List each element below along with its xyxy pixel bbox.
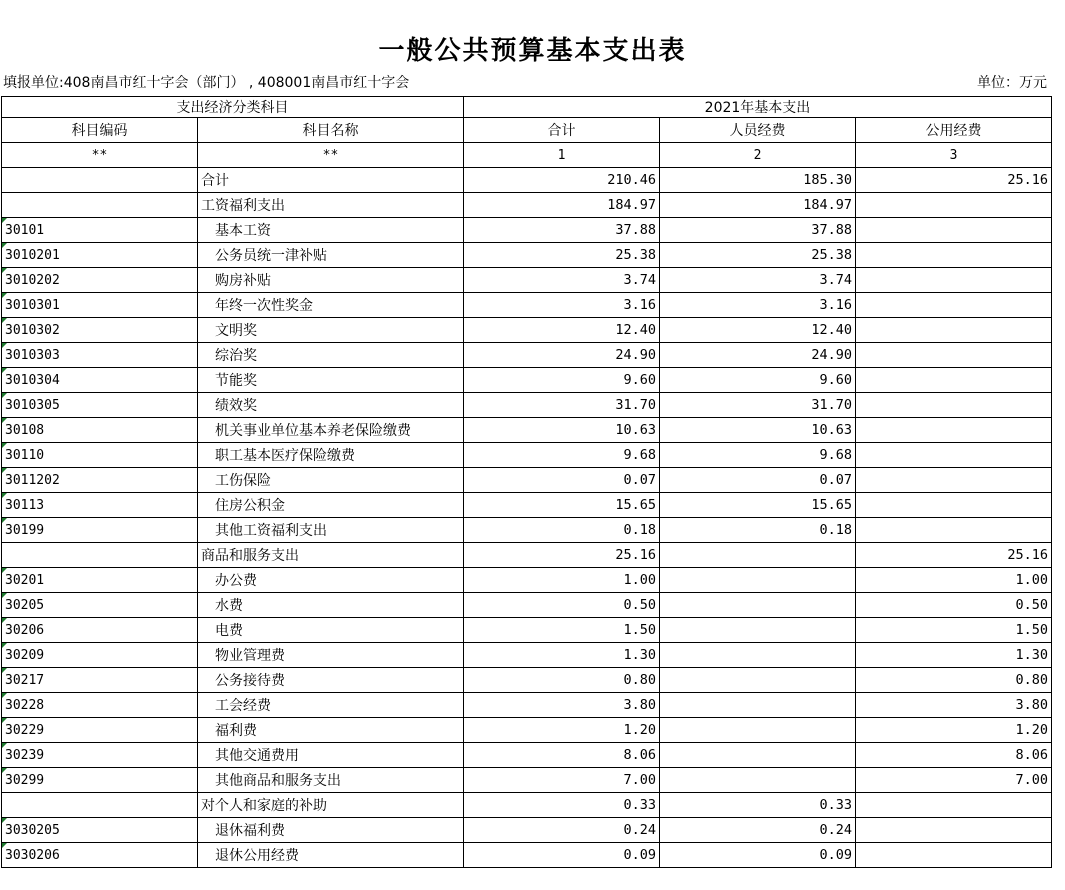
cell-name: 其他交通费用: [198, 743, 464, 768]
cell-public: 25.16: [856, 168, 1052, 193]
cell-code: 30206: [2, 618, 198, 643]
cell-public: 1.50: [856, 618, 1052, 643]
idx-public: 3: [856, 143, 1052, 168]
cell-name: 退休公用经费: [198, 843, 464, 868]
table-row: [2, 768, 1052, 793]
cell-personnel: 15.65: [660, 493, 856, 518]
cell-name: 办公费: [198, 568, 464, 593]
cell-public: [856, 293, 1052, 318]
cell-code: 3010202: [2, 268, 198, 293]
cell-public: [856, 218, 1052, 243]
unit-label: 单位：万元: [977, 75, 1047, 91]
cell-code: 30299: [2, 768, 198, 793]
cell-public: [856, 368, 1052, 393]
cell-total: 210.46: [464, 168, 660, 193]
header-index-row: [2, 143, 1052, 168]
cell-code: 30199: [2, 518, 198, 543]
cell-code: 3011202: [2, 468, 198, 493]
cell-public: [856, 393, 1052, 418]
cell-name: 文明奖: [198, 318, 464, 343]
cell-total: 3.74: [464, 268, 660, 293]
table-row: [2, 293, 1052, 318]
cell-name: 工会经费: [198, 693, 464, 718]
cell-name: 节能奖: [198, 368, 464, 393]
cell-code: 30239: [2, 743, 198, 768]
cell-name: 年终一次性奖金: [198, 293, 464, 318]
cell-code: 30209: [2, 643, 198, 668]
cell-personnel: 9.68: [660, 443, 856, 468]
table-row: [2, 243, 1052, 268]
table-row: [2, 418, 1052, 443]
cell-public: [856, 818, 1052, 843]
table-row: [2, 718, 1052, 743]
cell-personnel: 0.18: [660, 518, 856, 543]
cell-personnel: [660, 543, 856, 568]
cell-total: 25.38: [464, 243, 660, 268]
cell-code: 30110: [2, 443, 198, 468]
cell-public: [856, 318, 1052, 343]
cell-personnel: 31.70: [660, 393, 856, 418]
cell-public: [856, 193, 1052, 218]
cell-public: 7.00: [856, 768, 1052, 793]
cell-total: 1.30: [464, 643, 660, 668]
cell-public: [856, 418, 1052, 443]
cell-code: [2, 543, 198, 568]
table-row: [2, 218, 1052, 243]
cell-code: 30108: [2, 418, 198, 443]
cell-public: 0.80: [856, 668, 1052, 693]
cell-total: 7.00: [464, 768, 660, 793]
header-group-left: 支出经济分类科目: [2, 97, 464, 118]
cell-name: 其他工资福利支出: [198, 518, 464, 543]
table-row: [2, 843, 1052, 868]
table-row: [2, 393, 1052, 418]
cell-public: [856, 343, 1052, 368]
cell-code: 30217: [2, 668, 198, 693]
table-row: [2, 268, 1052, 293]
cell-total: 25.16: [464, 543, 660, 568]
cell-total: 184.97: [464, 193, 660, 218]
col-name-header: 科目名称: [198, 118, 464, 143]
cell-total: 0.07: [464, 468, 660, 493]
cell-total: 0.18: [464, 518, 660, 543]
cell-code: 3010304: [2, 368, 198, 393]
table-row: [2, 743, 1052, 768]
table-row: [2, 543, 1052, 568]
cell-total: 0.33: [464, 793, 660, 818]
cell-code: 30201: [2, 568, 198, 593]
table-row: [2, 643, 1052, 668]
cell-total: 12.40: [464, 318, 660, 343]
cell-public: [856, 268, 1052, 293]
cell-code: 3010201: [2, 243, 198, 268]
cell-total: 1.20: [464, 718, 660, 743]
table-row: [2, 568, 1052, 593]
cell-total: 3.80: [464, 693, 660, 718]
cell-name: 合计: [198, 168, 464, 193]
table-row: [2, 368, 1052, 393]
cell-total: 9.60: [464, 368, 660, 393]
cell-personnel: 3.16: [660, 293, 856, 318]
cell-public: [856, 843, 1052, 868]
cell-total: 0.50: [464, 593, 660, 618]
cell-total: 31.70: [464, 393, 660, 418]
cell-name: 福利费: [198, 718, 464, 743]
cell-public: [856, 443, 1052, 468]
cell-personnel: 0.09: [660, 843, 856, 868]
idx-total: 1: [464, 143, 660, 168]
cell-code: 30229: [2, 718, 198, 743]
cell-public: [856, 518, 1052, 543]
cell-code: 30205: [2, 593, 198, 618]
cell-personnel: [660, 718, 856, 743]
cell-name: 绩效奖: [198, 393, 464, 418]
idx-personnel: 2: [660, 143, 856, 168]
cell-total: 15.65: [464, 493, 660, 518]
cell-code: 3010301: [2, 293, 198, 318]
table-row: [2, 518, 1052, 543]
cell-total: 1.50: [464, 618, 660, 643]
cell-code: 3030205: [2, 818, 198, 843]
header-group-row: [2, 97, 1052, 118]
cell-personnel: 0.24: [660, 818, 856, 843]
cell-personnel: 0.33: [660, 793, 856, 818]
cell-personnel: 184.97: [660, 193, 856, 218]
cell-name: 工伤保险: [198, 468, 464, 493]
table-row: [2, 668, 1052, 693]
cell-name: 公务员统一津补贴: [198, 243, 464, 268]
cell-personnel: 3.74: [660, 268, 856, 293]
cell-total: 37.88: [464, 218, 660, 243]
cell-personnel: [660, 643, 856, 668]
table-row: [2, 793, 1052, 818]
table-row: [2, 593, 1052, 618]
cell-public: 0.50: [856, 593, 1052, 618]
cell-personnel: [660, 668, 856, 693]
cell-personnel: 25.38: [660, 243, 856, 268]
cell-total: 1.00: [464, 568, 660, 593]
table-row: [2, 443, 1052, 468]
cell-name: 购房补贴: [198, 268, 464, 293]
cell-name: 退休福利费: [198, 818, 464, 843]
cell-personnel: [660, 618, 856, 643]
cell-code: 30228: [2, 693, 198, 718]
cell-name: 基本工资: [198, 218, 464, 243]
cell-total: 0.24: [464, 818, 660, 843]
cell-public: 1.20: [856, 718, 1052, 743]
cell-name: 住房公积金: [198, 493, 464, 518]
col-code-header: 科目编码: [2, 118, 198, 143]
table-row: [2, 168, 1052, 193]
cell-public: 1.30: [856, 643, 1052, 668]
cell-name: 工资福利支出: [198, 193, 464, 218]
cell-public: [856, 468, 1052, 493]
cell-total: 0.80: [464, 668, 660, 693]
idx-code: **: [2, 143, 198, 168]
cell-total: 0.09: [464, 843, 660, 868]
cell-public: [856, 793, 1052, 818]
table-row: [2, 343, 1052, 368]
cell-public: 25.16: [856, 543, 1052, 568]
cell-code: 3010302: [2, 318, 198, 343]
cell-personnel: [660, 568, 856, 593]
col-total-header: 合计: [464, 118, 660, 143]
cell-code: [2, 168, 198, 193]
cell-total: 8.06: [464, 743, 660, 768]
cell-total: 24.90: [464, 343, 660, 368]
cell-name: 其他商品和服务支出: [198, 768, 464, 793]
table-row: [2, 193, 1052, 218]
cell-code: [2, 193, 198, 218]
cell-total: 9.68: [464, 443, 660, 468]
cell-name: 对个人和家庭的补助: [198, 793, 464, 818]
cell-name: 职工基本医疗保险缴费: [198, 443, 464, 468]
cell-public: [856, 243, 1052, 268]
cell-code: 3010305: [2, 393, 198, 418]
cell-personnel: 10.63: [660, 418, 856, 443]
cell-public: 1.00: [856, 568, 1052, 593]
idx-name: **: [198, 143, 464, 168]
cell-name: 水费: [198, 593, 464, 618]
cell-personnel: 37.88: [660, 218, 856, 243]
cell-personnel: 12.40: [660, 318, 856, 343]
cell-code: [2, 793, 198, 818]
cell-name: 商品和服务支出: [198, 543, 464, 568]
col-public-header: 公用经费: [856, 118, 1052, 143]
col-personnel-header: 人员经费: [660, 118, 856, 143]
cell-public: [856, 493, 1052, 518]
table-row: [2, 318, 1052, 343]
cell-public: 3.80: [856, 693, 1052, 718]
cell-name: 机关事业单位基本养老保险缴费: [198, 418, 464, 443]
table-row: [2, 693, 1052, 718]
cell-total: 3.16: [464, 293, 660, 318]
header-column-row: [2, 118, 1052, 143]
cell-code: 3010303: [2, 343, 198, 368]
page-title: 一般公共预算基本支出表: [378, 36, 687, 66]
table-row: [2, 468, 1052, 493]
cell-personnel: 0.07: [660, 468, 856, 493]
cell-name: 公务接待费: [198, 668, 464, 693]
cell-name: 物业管理费: [198, 643, 464, 668]
cell-code: 30101: [2, 218, 198, 243]
reporting-unit: 填报单位:408南昌市红十字会（部门） , 408001南昌市红十字会: [3, 75, 410, 91]
cell-total: 10.63: [464, 418, 660, 443]
table-row: [2, 493, 1052, 518]
cell-personnel: [660, 743, 856, 768]
cell-personnel: 9.60: [660, 368, 856, 393]
cell-personnel: 24.90: [660, 343, 856, 368]
cell-personnel: 185.30: [660, 168, 856, 193]
cell-code: 3030206: [2, 843, 198, 868]
budget-table: [1, 96, 1052, 868]
table-row: [2, 618, 1052, 643]
cell-code: 30113: [2, 493, 198, 518]
cell-public: 8.06: [856, 743, 1052, 768]
cell-personnel: [660, 593, 856, 618]
cell-name: 综治奖: [198, 343, 464, 368]
cell-personnel: [660, 768, 856, 793]
cell-personnel: [660, 693, 856, 718]
cell-name: 电费: [198, 618, 464, 643]
table-row: [2, 818, 1052, 843]
table-body: [2, 168, 1052, 868]
header-group-right: 2021年基本支出: [464, 97, 1052, 118]
